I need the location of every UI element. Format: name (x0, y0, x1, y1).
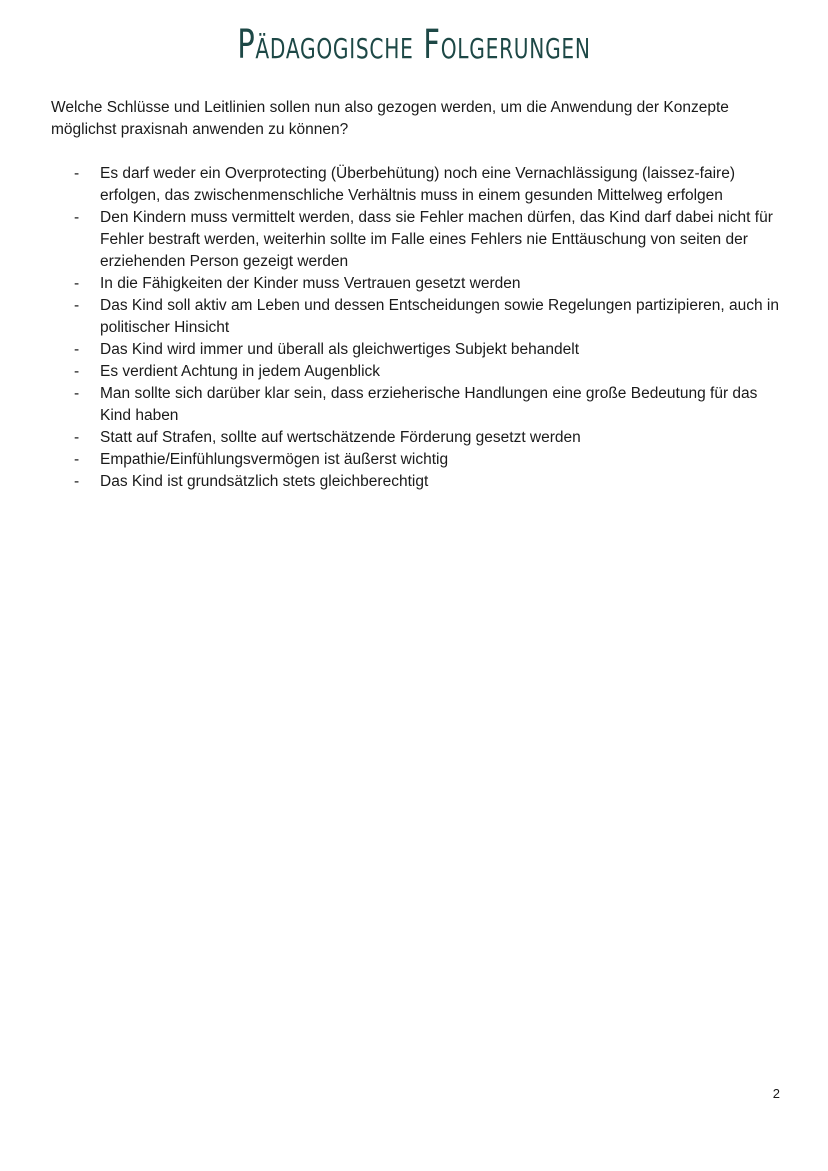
bullet-dash: - (74, 275, 80, 292)
list-item-text: Es darf weder ein Overprotecting (Überbehütung) noch eine Vernachlässigung (laissez-faire) erfolgen, das zwischenmenschliche Verhältnis muss in einem gesunden Mittelweg erfolgen (100, 165, 735, 204)
bullet-list (0, 163, 828, 493)
list-item-text: Den Kindern muss vermittelt werden, dass sie Fehler machen dürfen, das Kind darf dabei nicht für Fehler bestraft werden, weiterhin sollte im Falle eines Fehlers nie Enttäuschung von seiten der erziehenden Person gezeigt werden (100, 209, 773, 270)
list-item-text: Es verdient Achtung in jedem Augenblick (100, 363, 381, 380)
list-item (0, 295, 828, 339)
bullet-dash: - (74, 209, 80, 226)
list-item-text: Das Kind ist grundsätzlich stets gleichberechtigt (100, 473, 429, 490)
list-item (0, 207, 828, 273)
bullet-dash: - (74, 385, 80, 402)
list-item (0, 339, 828, 361)
bullet-dash: - (74, 451, 80, 468)
bullet-dash: - (74, 297, 80, 314)
page-title: Pädagogische Folgerungen (237, 22, 591, 68)
list-item-text: Man sollte sich darüber klar sein, dass erzieherische Handlungen eine große Bedeutung für das Kind haben (100, 385, 758, 424)
bullet-dash: - (74, 341, 80, 358)
list-item (0, 273, 828, 295)
bullet-dash: - (74, 363, 80, 380)
bullet-dash: - (74, 429, 80, 446)
list-item-text: Das Kind wird immer und überall als gleichwertiges Subjekt behandelt (100, 341, 580, 358)
list-item-text: Statt auf Strafen, sollte auf wertschätzende Förderung gesetzt werden (100, 429, 581, 446)
list-item (0, 383, 828, 427)
list-item (0, 449, 828, 471)
page-number: 2 (772, 1086, 780, 1101)
list-item (0, 427, 828, 449)
list-item (0, 163, 828, 207)
bullet-dash: - (74, 473, 80, 490)
list-item (0, 361, 828, 383)
list-item-text: Empathie/Einfühlungsvermögen ist äußerst wichtig (100, 451, 449, 468)
bullet-dash: - (74, 165, 80, 182)
list-item-text: Das Kind soll aktiv am Leben und dessen Entscheidungen sowie Regelungen partizipieren, auch in politischer Hinsicht (100, 297, 779, 336)
list-item (0, 471, 828, 493)
intro-paragraph: Welche Schlüsse und Leitlinien sollen nun also gezogen werden, um die Anwendung der Konzepte möglichst praxisnah anwenden zu können? (51, 99, 729, 138)
list-item-text: In die Fähigkeiten der Kinder muss Vertrauen gesetzt werden (100, 275, 521, 292)
